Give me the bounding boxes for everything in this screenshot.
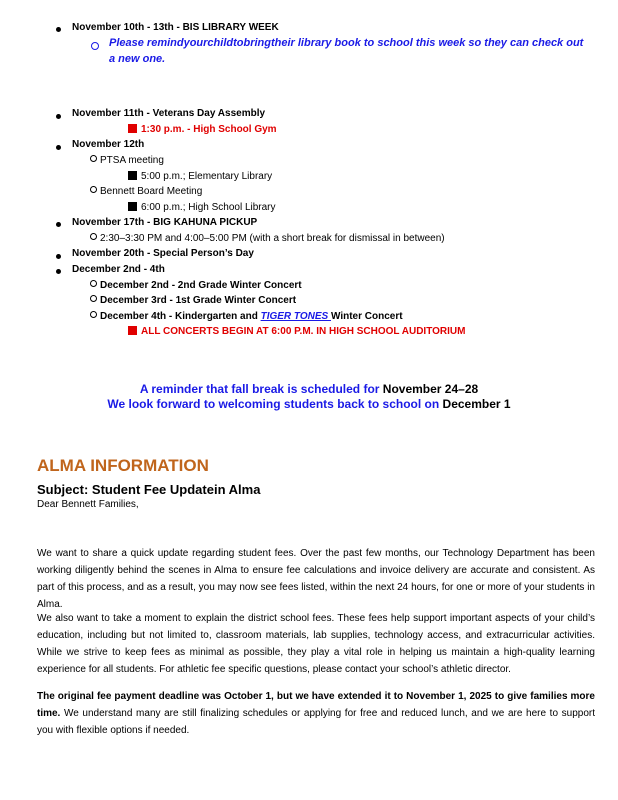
circle-bullet-icon — [90, 280, 97, 287]
board-meeting: Bennett Board Meeting — [90, 186, 202, 197]
ptsa-meeting: PTSA meeting — [90, 155, 164, 166]
alma-paragraph-1: We want to share a quick update regarding student fees. Over the past few months, our Technology Department has been working diligently behind the scenes in Alma to ensure fee calculations and invoice delivery are accurate and consistent. As part of this process, and as a result, you may now see fees listed, within the next 24 hours, for one or more of your students in Alma. — [37, 548, 595, 610]
event-veterans-title: November 11th - Veterans Day Assembly — [72, 108, 266, 119]
event-veterans-detail: 1:30 p.m. - High School Gym — [128, 124, 277, 135]
red-square-icon — [128, 124, 137, 133]
event-concerts-title: December 2nd - 4th — [72, 264, 165, 275]
reminder-line2: We look forward to welcoming students back to school on December 1 — [107, 397, 511, 411]
event-special-title: November 20th - Special Person’s Day — [72, 248, 254, 259]
kahuna-detail: 2:30–3:30 PM and 4:00–5:00 PM (with a short break for dismissal in between) — [90, 233, 445, 244]
concerts-note: ALL CONCERTS BEGIN AT 6:00 P.M. IN HIGH SCHOOL AUDITORIUM — [128, 326, 465, 337]
event-kahuna-title: November 17th - BIG KAHUNA PICKUP — [72, 217, 258, 228]
concert-2: December 3rd - 1st Grade Winter Concert — [90, 295, 296, 306]
circle-bullet-icon — [90, 233, 97, 240]
tiger-tones-link[interactable]: TIGER TONES — [260, 311, 331, 322]
red-square-icon — [128, 326, 137, 335]
bullet-dot — [56, 254, 61, 259]
event-library-week-title: November 10th - 13th - BIS LIBRARY WEEK — [72, 22, 279, 33]
circle-bullet-icon — [90, 295, 97, 302]
circle-bullet-icon — [90, 155, 97, 162]
ptsa-detail: 5:00 p.m.; Elementary Library — [128, 171, 272, 182]
alma-subject: Subject: Student Fee Updatein Alma — [37, 482, 261, 497]
event-nov12-title: November 12th — [72, 139, 145, 150]
alma-paragraph-3: The original fee payment deadline was October 1, but we have extended it to November 1, 2025 to give families more time. We understand many are still finalizing schedules or applying for free and reduced lunch, and we are here to support you with flexible options if needed. — [37, 691, 595, 736]
black-square-icon — [128, 202, 137, 211]
bullet-dot — [56, 222, 61, 227]
bullet-dot — [56, 114, 61, 119]
bullet-dot — [56, 269, 61, 274]
library-note-line1: Please remindyourchildtobringtheir library book to school this week so they can check out — [109, 37, 584, 49]
bullet-dot — [56, 145, 61, 150]
alma-heading: ALMA INFORMATION — [37, 456, 209, 475]
board-detail: 6:00 p.m.; High School Library — [128, 202, 276, 213]
library-note-line2: a new one. — [109, 53, 166, 65]
alma-greeting: Dear Bennett Families, — [37, 499, 139, 510]
hollow-bullet-icon — [91, 42, 99, 50]
circle-bullet-icon — [90, 311, 97, 318]
bullet-dot — [56, 27, 61, 32]
reminder-line1: A reminder that fall break is scheduled for November 24–28 — [139, 382, 479, 396]
concert-3: December 4th - Kindergarten and TIGER TONES Winter Concert — [90, 311, 403, 322]
concert-1: December 2nd - 2nd Grade Winter Concert — [90, 280, 302, 291]
black-square-icon — [128, 171, 137, 180]
alma-paragraph-2: We also want to take a moment to explain the district school fees. These fees help support important aspects of your child’s education, including but not limited to, classroom materials, lab supplies, technology access, and extracurricular activities. While we strive to keep fees as minimal as possible, they play a vital role in helping us maintain a high-quality learning experience for all students. For athletic fee specific questions, please contact your school’s athletic director. — [37, 613, 595, 675]
circle-bullet-icon — [90, 186, 97, 193]
